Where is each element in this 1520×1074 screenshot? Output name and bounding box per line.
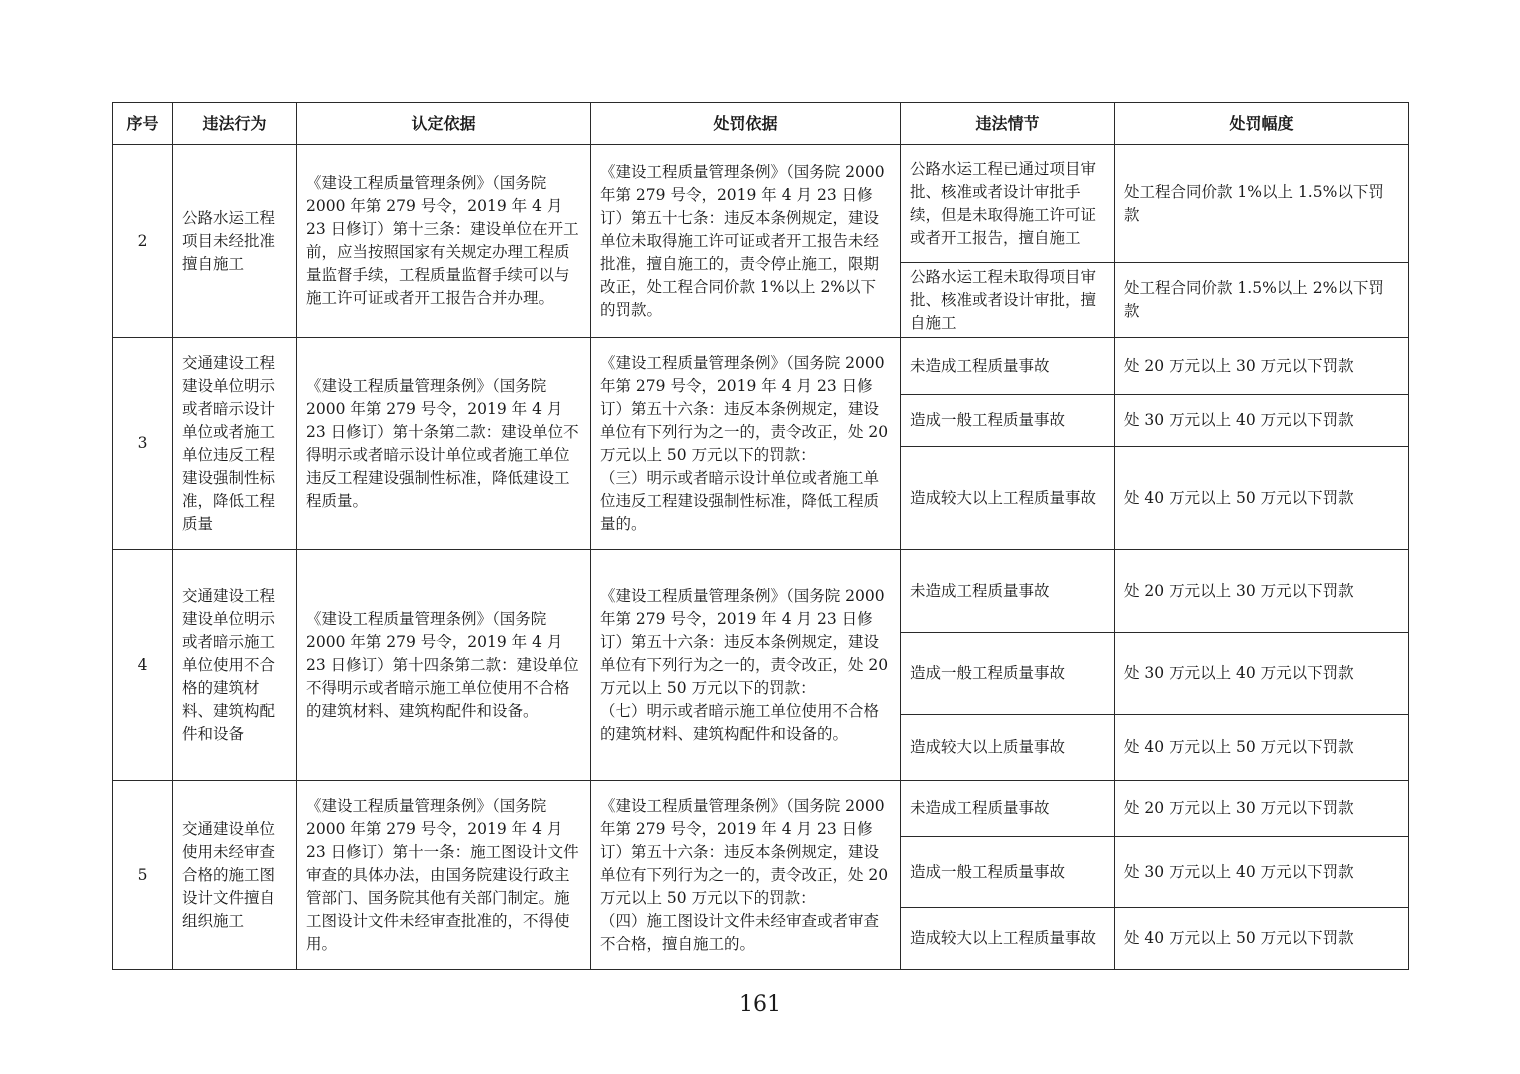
determination-basis-cell: 《建设工程质量管理条例》（国务院 2000 年第 279 号令，2019 年 4 月 23 日修订）第十四条第二款：建设单位不得明示或者暗示施工单位使用不合格的建筑材料、建筑构配件和设备。 [297,550,591,781]
violation-cell: 交通建设工程建设单位明示或者暗示施工单位使用不合格的建筑材料、建筑构配件和设备 [173,550,297,781]
determination-basis-cell: 《建设工程质量管理条例》（国务院 2000 年第 279 号令，2019 年 4 月 23 日修订）第十条第二款：建设单位不得明示或者暗示设计单位或者施工单位违反工程建设强制性标准，降低建设工程质量。 [297,338,591,550]
circumstance-cell: 造成较大以上质量事故 [901,715,1115,781]
penalty-range-cell: 处工程合同价款 1.5%以上 2%以下罚款 [1115,263,1409,338]
penalty-basis-cell: 《建设工程质量管理条例》（国务院 2000 年第 279 号令，2019 年 4 月 23 日修订）第五十六条：违反本条例规定，建设单位有下列行为之一的，责令改正，处 20 万元以上 50 万元以下的罚款： （七）明示或者暗示施工单位使用不合格的建筑材料、建筑构配件和设备的。 [591,550,901,781]
header-row [113,103,1409,145]
circumstance-cell: 未造成工程质量事故 [901,550,1115,633]
circumstance-cell: 未造成工程质量事故 [901,338,1115,395]
table-row [113,145,1409,263]
penalty-range-cell: 处 30 万元以上 40 万元以下罚款 [1115,633,1409,715]
penalty-range-cell: 处 40 万元以上 50 万元以下罚款 [1115,447,1409,550]
penalty-basis-cell: 《建设工程质量管理条例》（国务院 2000 年第 279 号令，2019 年 4 月 23 日修订）第五十六条：违反本条例规定，建设单位有下列行为之一的，责令改正，处 20 万元以上 50 万元以下的罚款： （四）施工图设计文件未经审查或者审查不合格，擅自施工的。 [591,781,901,970]
penalty-range-cell: 处 20 万元以上 30 万元以下罚款 [1115,338,1409,395]
row-number: 2 [113,145,173,338]
circumstance-cell: 造成较大以上工程质量事故 [901,908,1115,970]
penalty-basis-cell: 《建设工程质量管理条例》（国务院 2000 年第 279 号令，2019 年 4 月 23 日修订）第五十六条：违反本条例规定，建设单位有下列行为之一的，责令改正，处 20 万元以上 50 万元以下的罚款： （三）明示或者暗示设计单位或者施工单位违反工程建设强制性标准，降低工程质量的。 [591,338,901,550]
determination-basis-cell: 《建设工程质量管理条例》（国务院 2000 年第 279 号令，2019 年 4 月 23 日修订）第十三条：建设单位在开工前，应当按照国家有关规定办理工程质量监督手续，工程质量监督手续可以与施工许可证或者开工报告合并办理。 [297,145,591,338]
circumstance-cell: 造成一般工程质量事故 [901,395,1115,447]
penalty-range-cell: 处 40 万元以上 50 万元以下罚款 [1115,715,1409,781]
violation-cell: 公路水运工程项目未经批准擅自施工 [173,145,297,338]
penalty-range-cell: 处 30 万元以上 40 万元以下罚款 [1115,837,1409,908]
header-penalty-basis: 处罚依据 [591,103,901,145]
penalty-range-cell: 处 40 万元以上 50 万元以下罚款 [1115,908,1409,970]
circumstance-cell: 公路水运工程未取得项目审批、核准或者设计审批，擅自施工 [901,263,1115,338]
circumstance-cell: 造成一般工程质量事故 [901,837,1115,908]
row-number: 5 [113,781,173,970]
row-number: 3 [113,338,173,550]
header-determination-basis: 认定依据 [297,103,591,145]
circumstance-cell: 造成一般工程质量事故 [901,633,1115,715]
circumstance-cell: 公路水运工程已通过项目审批、核准或者设计审批手续，但是未取得施工许可证或者开工报告，擅自施工 [901,145,1115,263]
header-violation: 违法行为 [173,103,297,145]
table-row [113,550,1409,633]
header-number: 序号 [113,103,173,145]
penalty-range-cell: 处 20 万元以上 30 万元以下罚款 [1115,781,1409,837]
violation-cell: 交通建设工程建设单位明示或者暗示设计单位或者施工单位违反工程建设强制性标准，降低工程质量 [173,338,297,550]
circumstance-cell: 造成较大以上工程质量事故 [901,447,1115,550]
penalty-range-cell: 处 30 万元以上 40 万元以下罚款 [1115,395,1409,447]
violation-cell: 交通建设单位使用未经审查合格的施工图设计文件擅自组织施工 [173,781,297,970]
table-row [113,781,1409,837]
penalty-table [112,102,1409,970]
page-number: 161 [739,992,781,1017]
table-row [113,338,1409,395]
penalty-range-cell: 处 20 万元以上 30 万元以下罚款 [1115,550,1409,633]
determination-basis-cell: 《建设工程质量管理条例》（国务院 2000 年第 279 号令，2019 年 4 月 23 日修订）第十一条：施工图设计文件审查的具体办法，由国务院建设行政主管部门、国务院其他有关部门制定。施工图设计文件未经审查批准的，不得使用。 [297,781,591,970]
circumstance-cell: 未造成工程质量事故 [901,781,1115,837]
header-penalty-range: 处罚幅度 [1115,103,1409,145]
penalty-basis-cell: 《建设工程质量管理条例》（国务院 2000 年第 279 号令，2019 年 4 月 23 日修订）第五十七条：违反本条例规定，建设单位未取得施工许可证或者开工报告未经批准，擅自施工的，责令停止施工，限期改正，处工程合同价款 1%以上 2%以下的罚款。 [591,145,901,338]
penalty-range-cell: 处工程合同价款 1%以上 1.5%以下罚款 [1115,145,1409,263]
header-circumstance: 违法情节 [901,103,1115,145]
row-number: 4 [113,550,173,781]
